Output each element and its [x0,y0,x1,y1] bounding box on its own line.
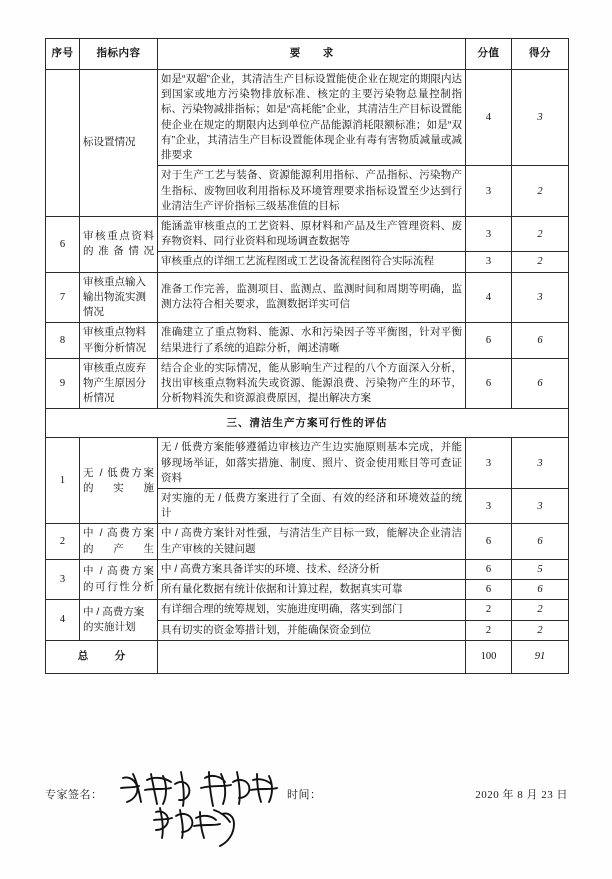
header-no: 序号 [46,39,80,70]
signature-line [45,782,568,812]
row-requirement: 中 / 高费方案针对性强，与清洁生产目标一致，能解决企业清洁生产审核的关键问题 [158,524,466,559]
row-requirement: 有详细合理的统筹规划，实施进度明确，落实到部门 [158,600,466,620]
table-row [46,216,569,251]
row-got-score: 6 [512,524,569,559]
row-got-score: 3 [512,489,569,524]
row-score: 3 [466,252,512,272]
row-score: 6 [466,559,512,579]
row-number: 1 [46,438,80,524]
row-score: 6 [466,323,512,358]
row-got-score: 6 [512,580,569,600]
row-number: 7 [46,272,80,323]
row-score: 3 [466,216,512,251]
table-row [46,358,569,409]
row-got-score: 3 [512,70,569,166]
table-row [46,559,569,579]
row-number: 2 [46,524,80,559]
row-indicator: 标设置情况 [80,70,158,217]
row-score: 2 [466,600,512,620]
row-requirement: 无 / 低费方案能够遵循边审核边产生边实施原则基本完成，并能够现场举证，如落实措施、制度、照片、资金使用账目等可查证资料 [158,438,466,489]
header-got: 得分 [512,39,569,70]
row-requirement: 能涵盖审核重点的工艺资料、原材料和产品及生产管理资料、废弃物资料、同行业资料和现场调查数据等 [158,216,466,251]
section-title: 三、清洁生产方案可行性的评估 [46,409,569,438]
total-score: 100 [466,640,512,673]
row-got-score: 3 [512,438,569,489]
table-row [46,438,569,489]
table-row [46,272,569,323]
row-number: 8 [46,323,80,358]
row-number: 4 [46,600,80,640]
total-got-score: 91 [512,640,569,673]
row-indicator: 无 / 低费方案的实施 [80,438,158,524]
row-score: 3 [466,438,512,489]
row-requirement: 准确建立了重点物料、能源、水和污染因子等平衡图，针对平衡结果进行了系统的追踪分析，阐述清晰 [158,323,466,358]
row-indicator: 审核重点资料的准备情况 [80,216,158,272]
row-requirement: 具有切实的资金筹措计划，并能确保资金到位 [158,620,466,640]
row-indicator: 中 / 高费方案的产生 [80,524,158,559]
total-row [46,640,569,673]
table-header [46,39,569,70]
row-score: 4 [466,70,512,166]
row-indicator: 审核重点废弃物产生原因分析情况 [80,358,158,409]
row-requirement: 中 / 高费方案具备详实的环境、技术、经济分析 [158,559,466,579]
table-row [46,323,569,358]
row-requirement: 结合企业的实际情况，能从影响生产过程的八个方面深入分析，找出审核重点物料流失或资源、能源浪费、污染物产生的环节，分析物料流失和资源浪费原因，提出解决方案 [158,358,466,409]
row-score: 4 [466,272,512,323]
row-score: 6 [466,358,512,409]
row-indicator: 审核重点输入输出物流实测情况 [80,272,158,323]
row-requirement: 对实施的无 / 低费方案进行了全面、有效的经济和环境效益的统计 [158,489,466,524]
document-footer [45,782,568,872]
row-indicator: 中 / 高费方案的实施计划 [80,600,158,640]
row-score: 3 [466,166,512,217]
time-label: 时间： [287,789,322,801]
table-row [46,524,569,559]
table-row [46,70,569,166]
row-got-score: 2 [512,620,569,640]
header-requirement: 要 求 [158,39,466,70]
signature-date: 2020 年 8 月 23 日 [475,789,568,801]
row-got-score: 6 [512,358,569,409]
row-got-score: 5 [512,559,569,579]
row-score: 2 [466,620,512,640]
row-requirement: 如是“双超”企业，其清洁生产目标设置能使企业在规定的期限内达到国家或地方污染物排放标准、核定的主要污染物总量控制指标、污染物减排指标；如是“高耗能”企业，其清洁生产目标设置能使企业在规定的期限内达到单位产品能源消耗限额标准；如是“双有”企业，其清洁生产目标设置能体现企业有毒有害物质减量或减排要求 [158,70,466,166]
table-row [46,600,569,620]
row-indicator: 审核重点物料平衡分析情况 [80,323,158,358]
row-requirement: 准备工作完善，监测项目、监测点、监测时间和周期等明确，监测方法符合相关要求，监测数据详实可信 [158,272,466,323]
handwritten-signature-second-icon [150,804,270,848]
row-indicator: 中 / 高费方案的可行性分析 [80,559,158,599]
total-blank [158,640,466,673]
row-got-score: 6 [512,323,569,358]
row-got-score: 2 [512,166,569,217]
row-number [46,70,80,217]
row-requirement: 对于生产工艺与装备、资源能源利用指标、产品指标、污染物产生指标、废物回收利用指标及环境管理要求指标设置至少达到行业清洁生产评价指标三级基准值的目标 [158,166,466,217]
row-score: 3 [466,489,512,524]
header-row [46,39,569,70]
header-item: 指标内容 [80,39,158,70]
row-number: 9 [46,358,80,409]
total-label: 总 分 [46,640,158,673]
row-got-score: 3 [512,272,569,323]
row-requirement: 审核重点的详细工艺流程图或工艺设备流程图符合实际流程 [158,252,466,272]
row-number: 6 [46,216,80,272]
evaluation-sheet [45,38,568,674]
row-score: 6 [466,580,512,600]
row-got-score: 2 [512,216,569,251]
table-body [46,70,569,674]
row-got-score: 2 [512,252,569,272]
evaluation-table [45,38,569,674]
header-score: 分值 [466,39,512,70]
row-got-score: 2 [512,600,569,620]
row-requirement: 所有量化数据有统计依据和计算过程，数据真实可靠 [158,580,466,600]
section-header-row [46,409,569,438]
row-score: 6 [466,524,512,559]
signature-label: 专家签名： [45,789,103,801]
row-number: 3 [46,559,80,599]
